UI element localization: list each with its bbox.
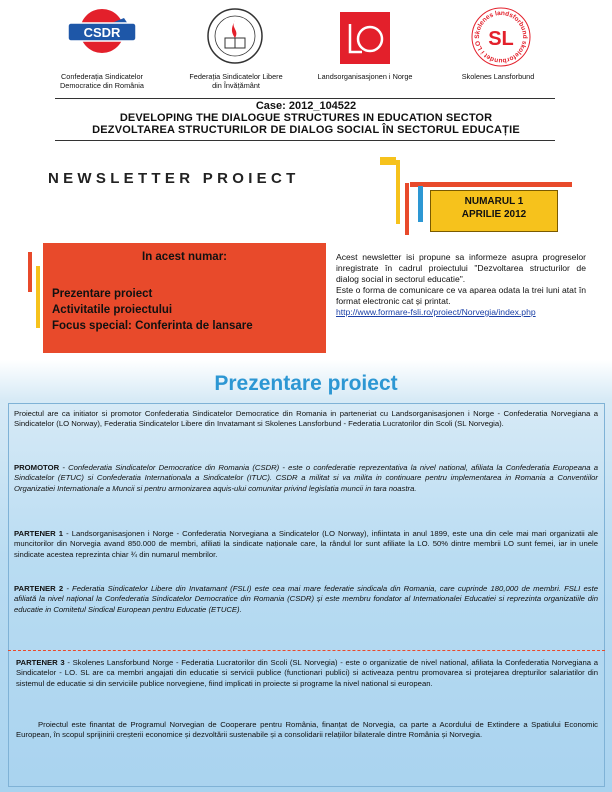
lo-logo [340,12,390,64]
csdr-logo-text: CSDR [83,25,121,40]
partner-1-label: PARTENER 1 [14,529,64,538]
sl-ring-bottom-text: skoleforbundet i LO [474,39,528,65]
partner-3-paragraph [16,658,598,689]
partner-3-divider [8,650,605,651]
newsletter-title: NEWSLETTER PROIECT [48,170,300,187]
logo-caption-lo: Landsorganisasjonen i Norge [317,72,413,81]
partner-2-label: PARTENER 2 [14,584,64,593]
intro-paragraph-1: Acest newsletter isi propune sa informeze asupra progreselor inregistrate în cadrul proiectului "Dezvoltarea structurilor de dialog social in sectorul educatie". [336,252,586,284]
promotor-paragraph [14,463,598,494]
contents-box [43,243,326,353]
sl-logo-text: SL [488,28,514,50]
fsli-logo [206,6,264,66]
project-title-en: DEVELOPING THE DIALOGUE STRUCTURES IN EDUCATION SECTOR [119,112,493,124]
contents-heading: In acest numar: [142,251,227,263]
section-title: Prezentare proiect [214,372,398,395]
intro-text [336,252,586,318]
decor-bar-orange-vertical [405,183,409,235]
project-link[interactable]: http://www.formare-fsli.ro/proiect/Norvegia/index.php [336,307,536,317]
case-number: Case: 2012_104522 [255,100,357,112]
project-title-ro: DEZVOLTAREA STRUCTURILOR DE DIALOG SOCIAL ÎN SECTORUL EDUCAȚIE [92,124,520,136]
contents-item-1: Prezentare proiect [52,288,153,300]
partner-2-paragraph [14,584,598,615]
issue-box [430,190,558,232]
partner-1-text: - Landsorganisasjonen i Norge - Confederatia Norvegiana a Sindicatelor (LO Norway), infiintata in anul 1899, este una din cele mai mari organizatii ale muncitorilor din Norvegia avand 850.000 de membri, afiliati la sindicate naționale care, la rândul lor sunt afiliate la LO. 50% dintre membrii LO sunt femei, iar in unele sindicate acestea reprezinta chiar ¾ din numarul membrilor. [14,529,598,559]
decor-bar-yellow-vertical [396,160,400,224]
logo-caption-sl: Skolenes Lansforbund [461,72,535,81]
csdr-logo [66,6,138,56]
logo-caption-fsli: Federația Sindicatelor Libere din Învățământ [189,72,283,90]
section-intro-paragraph: Proiectul are ca initiator si promotor Confederatia Sindicatelor Democratice din Romania in parteneriat cu Landsorganisasjonen i Norge - Confederatia Norvegiana a Sindicatelor (LO Norway), Federatia Sindicatelor Libere din Invatamant si Skolenes Lansforbund - Federatia Lucratorilor din Scoli (SL Norvegia). [14,409,598,429]
partner-2-text: - Federatia Sindicatelor Libere din Invatamant (FSLI) este cea mai mare federatie sindicala din Romania, care cuprinde 180,000 de membri. FSLI este afiliată la nivel național la Confederatia Sindicatelor Democratice din Romania (CSDR) și este membru fondator al Internationalei Educatiei si reprezinta organizatiile din educatie in Comitetul Sindical European pentru Educatie (ETUCE). [14,584,598,614]
partner-3-label: PARTENER 3 [16,658,65,667]
contents-item-3: Focus special: Conferinta de lansare [52,320,253,332]
partner-1-paragraph [14,529,598,560]
intro-paragraph-2: Este o forma de comunicare ce va aparea odata la trei luni atat în format electronic cat și printat. [336,285,586,306]
funding-paragraph: Proiectul este finantat de Programul Norvegian de Cooperare pentru România, finanțat de Norvegia, ca parte a Acordului de Extindere a Spatiului Economic European, în scopul sprijinirii creșterii economice și dezvoltării sustenabile și a consolidarii relațiilor bilaterale dintre România și Norvegia. [16,720,598,740]
issue-number: NUMARUL 1 [464,196,524,207]
header-rule-bottom [55,140,555,141]
promotor-text: - Confederatia Sindicatelor Democratice din Romania (CSDR) - este o confederatie reprezentativa la nivel national, afiliata la Confederatia Europeana a Sindicatelor (ETUC) si Confederatia Internationala a Sindicatelor (ITUC). CSDR a militat si va milita in continuare pentru implementarea in Romania a Conventiilor Organizatiei Internationale a Muncii si pentru armonizarea aquis-ului comunitar privind legislatia muncii in tara noastra. [14,463,598,493]
decor-bar-orange-left [28,252,32,292]
partner-3-text: - Skolenes Lansforbund Norge - Federatia Lucratorilor din Scoli (SL Norvegia) - este o organizatie de nivel national, afiliata la Confederatia Norvegiana a Sindicatelor - LO. SL are ca membri angajati din educatie si servicii publice (functionari publici) si activeaza pentru promovarea si protejarea drepturilor salariatilor din sistemul de educatie si din serviciile publice norvegiene, fiind implicati in proiecte si programe la nivel national si european. [16,658,599,688]
sl-logo [470,6,532,68]
decor-bar-yellow-top [380,157,396,165]
issue-date: APRILIE 2012 [461,209,527,220]
logo-caption-csdr: Confederația Sindicatelor Democratice din România [60,72,144,90]
promotor-label: PROMOTOR [14,463,60,472]
lo-logo-mark [340,12,390,64]
decor-bar-yellow-left [36,266,40,328]
header-rule-top [55,98,555,99]
contents-item-2: Activitatile proiectului [52,304,173,316]
decor-bar-blue [418,186,423,222]
sl-ring-top-text: Skolenes landsforbund [473,9,529,39]
decor-bar-orange-horizontal [410,182,572,187]
